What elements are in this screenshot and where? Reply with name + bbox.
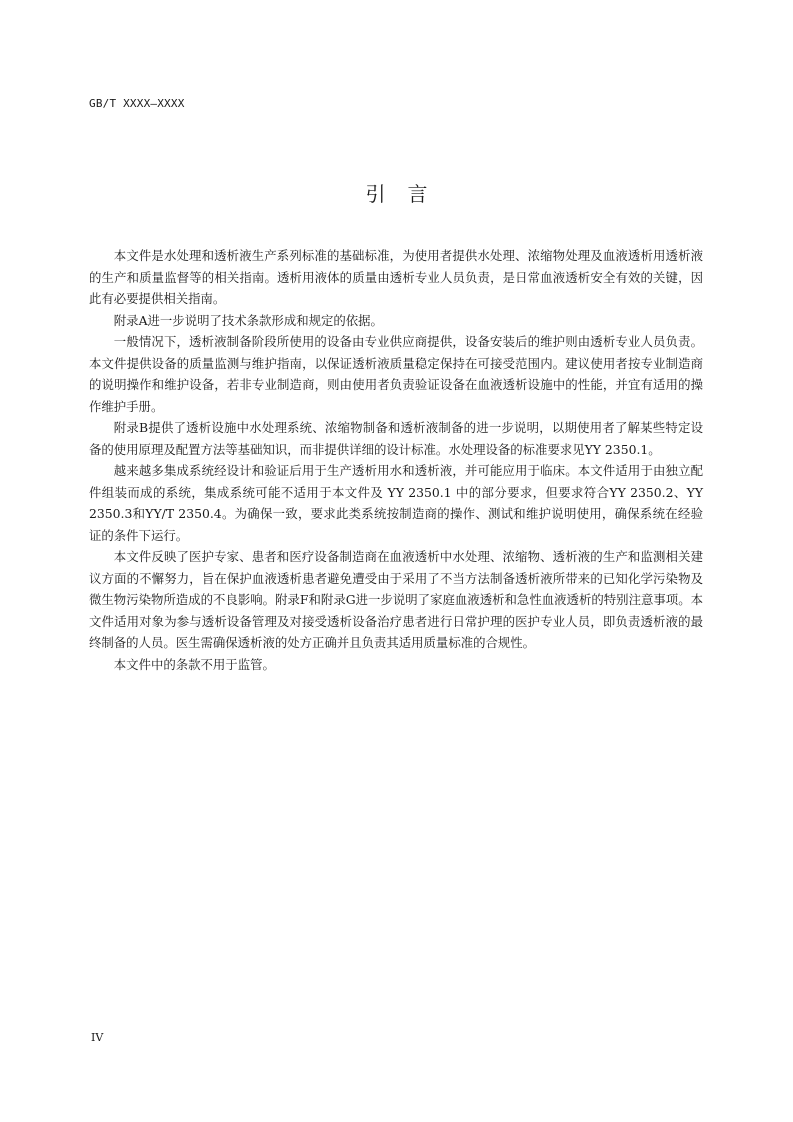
paragraph-7: 本文件中的条款不用于监管。	[113, 656, 275, 672]
page-title: 引言	[365, 182, 450, 206]
paragraph-5: 越来越多集成系统经设计和验证后用于生产透析用水和透析液，并可能应用于临床。本文件适用于由独立配件组装而成的系统，集成系统可能不适用于本文件及 YY 2350.1 中的部分要求，但要求符合YY 2350.2、YY 2350.3和YY/T 2350.4。为确保一致，要求此类系统按制造商的操作、测试和维护说明使用，确保系统在经验证的条件下运行。	[89, 463, 703, 543]
paragraph-4: 附录B提供了透析设施中水处理系统、浓缩物制备和透析液制备的进一步说明，以期使用者了解某些特定设备的使用原理及配置方法等基础知识，而非提供详细的设计标准。水处理设备的标准要求见YY 2350.1。	[89, 420, 703, 457]
paragraph-2: 附录A进一步说明了技术条款形成和规定的依据。	[113, 312, 383, 328]
document-code: GB/T XXXX—XXXX	[89, 97, 185, 110]
paragraph-6: 本文件反映了医护专家、患者和医疗设备制造商在血液透析中水处理、浓缩物、透析液的生产和监测相关建议方面的不懈努力，旨在保护血液透析患者避免遭受由于采用了不当方法制备透析液所带来的已知化学污染物及微生物污染物所造成的不良影响。附录F和附录G进一步说明了家庭血液透析和急性血液透析的特别注意事项。本文件适用对象为参与透析设备管理及对接受透析设备治疗患者进行日常护理的医护专业人员，即负责透析液的最终制备的人员。医生需确保透析液的处方正确并且负责其适用质量标准的合规性。	[89, 549, 703, 650]
introduction-body	[89, 245, 703, 675]
paragraph-3: 一般情况下，透析液制备阶段所使用的设备由专业供应商提供，设备安装后的维护则由透析专业人员负责。本文件提供设备的质量监测与维护指南，以保证透析液质量稳定保持在可接受范围内。建议使用者按专业制造商的说明操作和维护设备，若非专业制造商，则由使用者负责验证设备在血液透析设施中的性能，并宜有适用的操作维护手册。	[89, 334, 703, 414]
paragraph-1: 本文件是水处理和透析液生产系列标准的基础标准，为使用者提供水处理、浓缩物处理及血液透析用透析液的生产和质量监督等的相关指南。透析用液体的质量由透析专业人员负责，是日常血液透析安全有效的关键，因此有必要提供相关指南。	[89, 248, 703, 306]
page-number: IV	[91, 1031, 104, 1044]
